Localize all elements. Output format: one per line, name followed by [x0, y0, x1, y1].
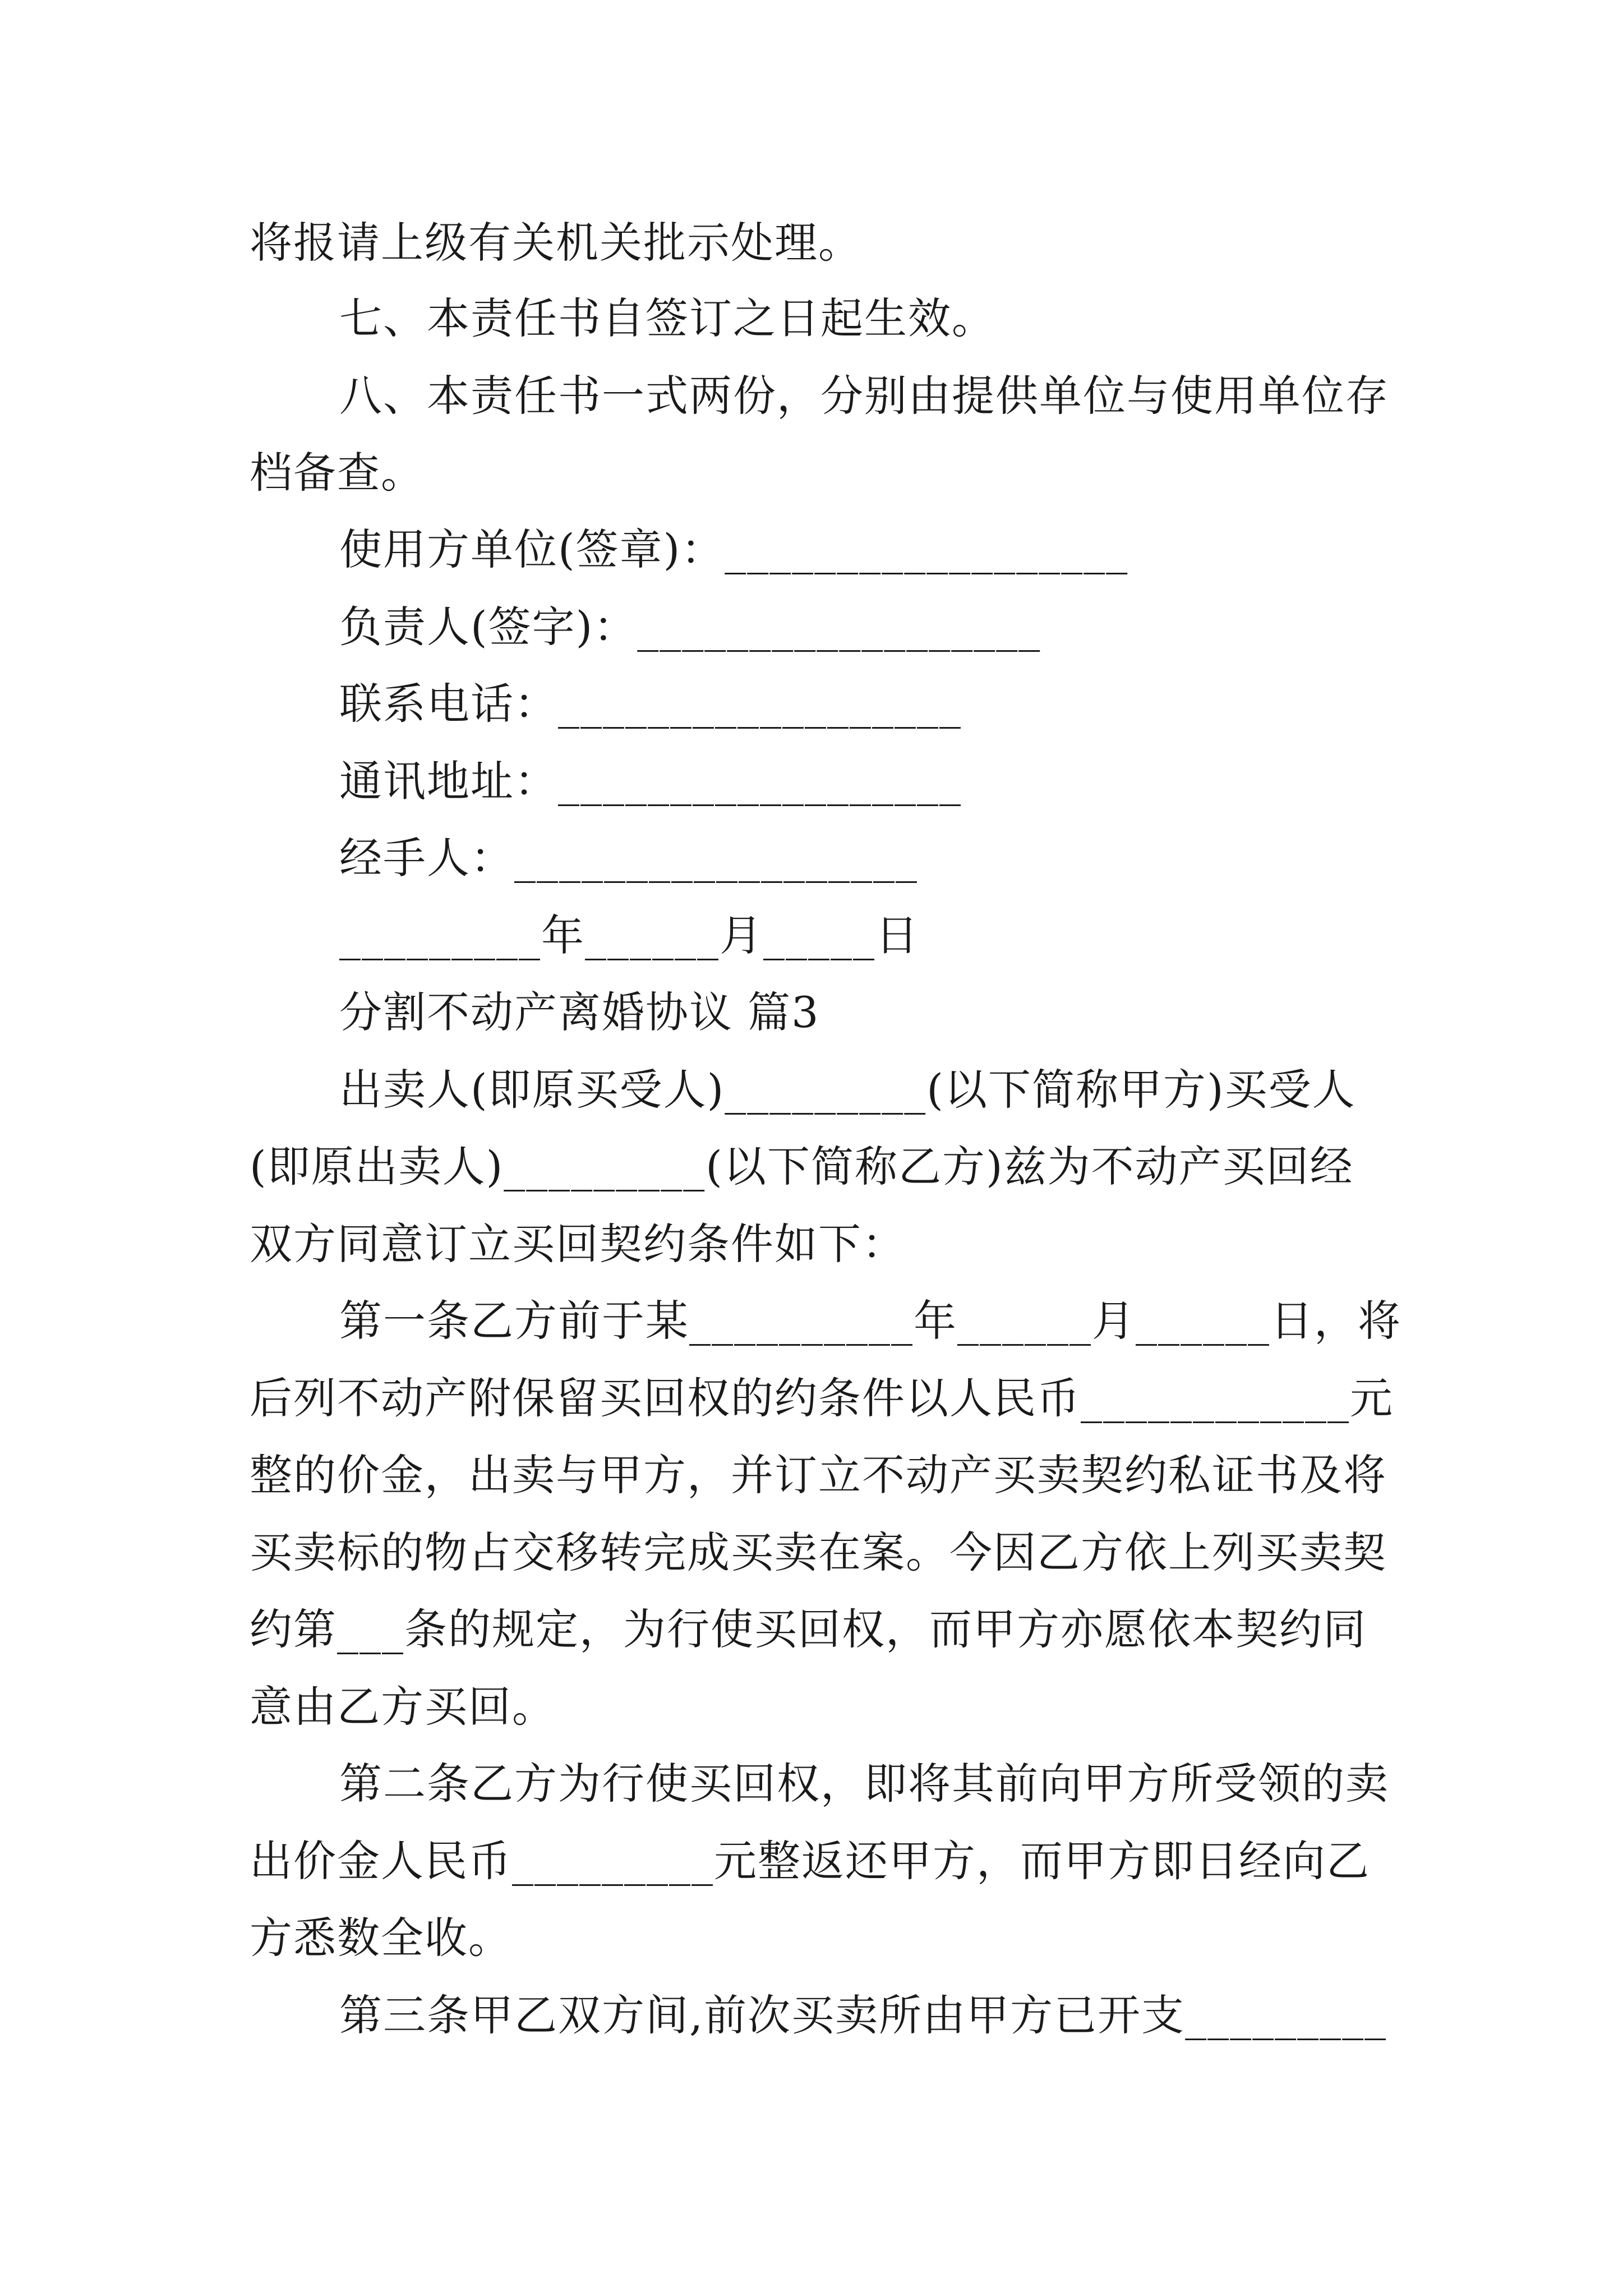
article-two: 第二条乙方为行使买回权，即将其前向甲方所受领的卖: [339, 1759, 1389, 1809]
paragraph-line: 出卖人(即原买受人)_________(以下简称甲方)买受人: [339, 1065, 1356, 1115]
date-field: _________年______月_____日: [339, 910, 919, 960]
paragraph-line: 将报请上级有关机关批示处理。: [250, 218, 862, 268]
signature-field-handler: 经手人：__________________: [339, 833, 918, 883]
paragraph-line: 出价金人民币_________元整返还甲方，而甲方即日经向乙: [250, 1836, 1370, 1886]
section-title: 分割不动产离婚协议 篇3: [339, 987, 820, 1037]
paragraph-line: 买卖标的物占交移转完成买卖在案。今因乙方依上列买卖契: [250, 1527, 1387, 1577]
paragraph-line: 整的价金，出卖与甲方，并订立不动产买卖契约私证书及将: [250, 1450, 1387, 1500]
article-three: 第三条甲乙双方间,前次买卖所由甲方已开支_________: [339, 1990, 1387, 2040]
paragraph-line: (即原出卖人)_________(以下简称乙方)兹为不动产买回经: [250, 1142, 1354, 1191]
clause-eight: 八、本责任书一式两份，分别由提供单位与使用单位存: [339, 371, 1389, 421]
article-one: 第一条乙方前于某__________年______月______日，将: [339, 1296, 1401, 1346]
paragraph-line: 双方同意订立买回契约条件如下：: [250, 1219, 906, 1269]
paragraph-line: 档备查。: [250, 448, 425, 498]
paragraph-line: 后列不动产附保留买回权的约条件以人民币____________元: [250, 1373, 1394, 1423]
signature-field-phone: 联系电话：__________________: [339, 679, 962, 729]
paragraph-line: 意由乙方买回。: [250, 1682, 556, 1732]
paragraph-line: 方悉数全收。: [250, 1913, 512, 1963]
signature-field-unit: 使用方单位(签章)：__________________: [339, 524, 1129, 574]
signature-field-principal: 负责人(签字)：__________________: [339, 602, 1041, 652]
signature-field-address: 通讯地址：__________________: [339, 756, 962, 806]
clause-seven: 七、本责任书自签订之日起生效。: [339, 293, 995, 343]
paragraph-line: 约第___条的规定，为行使买回权，而甲方亦愿依本契约同: [250, 1604, 1367, 1654]
